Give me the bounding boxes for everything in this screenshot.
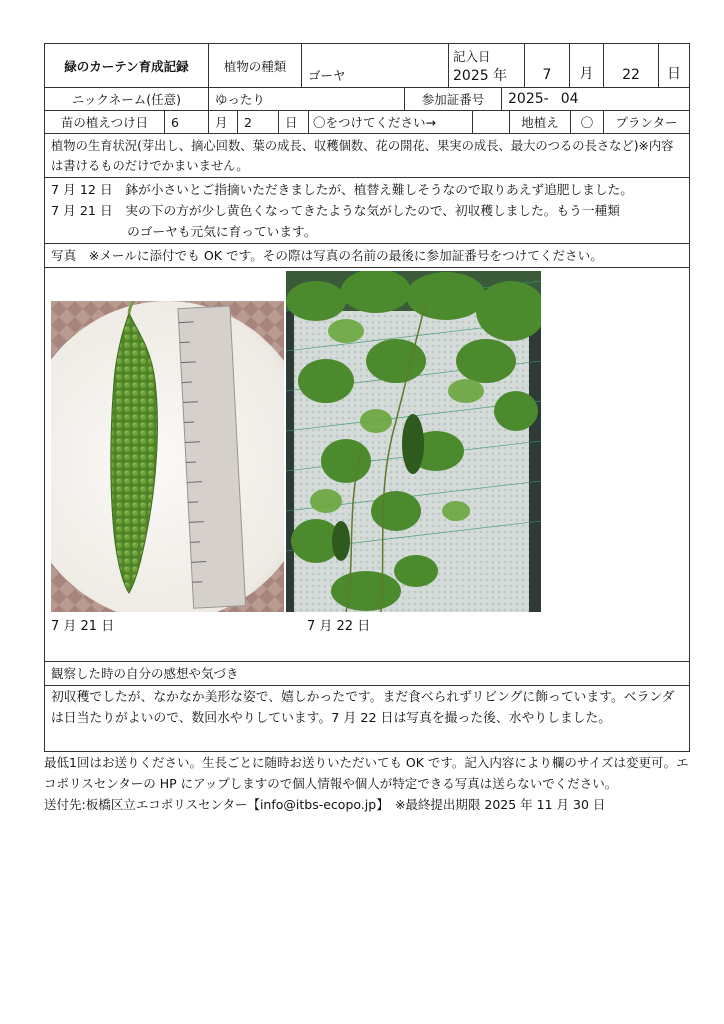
growth-heading: 植物の生育状況(芽出し、摘心回数、葉の成長、収穫個数、花の開花、果実の成長、最大のつるの長さなど)※内容は書けるものだけでかまいません。 — [44, 133, 690, 178]
footer-notes — [44, 752, 694, 815]
footer-line-2: 送付先:板橋区立エコポリスセンター【info@itbs-ecopo.jp】 ※最終提出期限 2025 年 11 月 30 日 — [44, 797, 606, 812]
date-label: 記入日 — [453, 48, 491, 64]
planting-month[interactable]: 6 — [164, 110, 209, 134]
plant-type-label: 植物の種類 — [208, 43, 302, 88]
nickname-label: ニックネーム(任意) — [44, 87, 209, 111]
day-unit: 日 — [658, 43, 690, 88]
photo-caption-1: 7 月 21 日 — [51, 619, 115, 634]
header-row — [44, 43, 690, 88]
impressions-text[interactable]: 初収穫でしたが、なかなか美形な姿で、嬉しかったです。まだ食べられずリビングに飾っています。ベランダは日当たりがよいので、数回水やりしています。7 月 22 日は写真を撮った後、水やりしました。 — [44, 685, 690, 752]
participant-label: 参加証番号 — [404, 87, 502, 111]
impressions-heading: 観察した時の自分の感想や気づき — [44, 661, 690, 686]
participant-number-cell[interactable] — [501, 87, 690, 111]
growth-entry: のゴーヤも元気に育っています。 — [51, 224, 317, 239]
green-curtain-image — [286, 271, 541, 612]
nickname-value[interactable]: ゆったり — [208, 87, 405, 111]
planting-day[interactable]: 2 — [237, 110, 279, 134]
planter-label[interactable]: プランター — [603, 110, 690, 134]
photo-bitter-melon — [51, 301, 284, 612]
nickname-row — [44, 87, 690, 111]
form-title: 緑のカーテン育成記録 — [44, 43, 209, 88]
bitter-melon-image — [51, 301, 284, 612]
date-cell — [448, 43, 525, 88]
participant-prefix: 2025- — [508, 91, 549, 107]
day-value[interactable]: 22 — [603, 43, 659, 88]
plant-type-value[interactable]: ゴーヤ — [301, 43, 449, 88]
circle-instruction: 〇をつけてください→ — [308, 110, 473, 134]
ground-mark[interactable]: 〇 — [570, 110, 604, 134]
photo-instruction: 写真 ※メールに添付でも OK です。その際は写真の名前の最後に参加証番号をつけてください。 — [44, 243, 690, 268]
planting-day-unit: 日 — [278, 110, 309, 134]
ground-label: 地植え — [509, 110, 571, 134]
year-value: 2025 年 — [453, 67, 508, 84]
footer-line-1: 最低1回はお送りください。生長ごとに随時お送りいただいても OK です。記入内容により欄のサイズは変更可。エコポリスセンターの HP にアップしますので個人情報や個人が特定できる写真は送らないでください。 — [44, 755, 689, 791]
blank-cell — [472, 110, 510, 134]
participant-value: 04 — [560, 91, 579, 107]
photo-area — [44, 267, 690, 662]
month-value[interactable]: 7 — [524, 43, 570, 88]
photo-green-curtain — [286, 271, 541, 612]
month-unit: 月 — [569, 43, 604, 88]
growth-entries[interactable] — [44, 177, 690, 244]
growth-entry: 7 月 12 日 鉢が小さいとご指摘いただきましたが、植替え難しそうなので取りあえず追肥しました。 — [51, 182, 633, 197]
photo-caption-2: 7 月 22 日 — [307, 619, 371, 634]
planting-row — [44, 110, 690, 134]
planting-month-unit: 月 — [208, 110, 238, 134]
planting-label: 苗の植えつけ日 — [44, 110, 165, 134]
growth-entry: 7 月 21 日 実の下の方が少し黄色くなってきたような気がしたので、初収穫しました。もう一種類 — [51, 203, 620, 218]
